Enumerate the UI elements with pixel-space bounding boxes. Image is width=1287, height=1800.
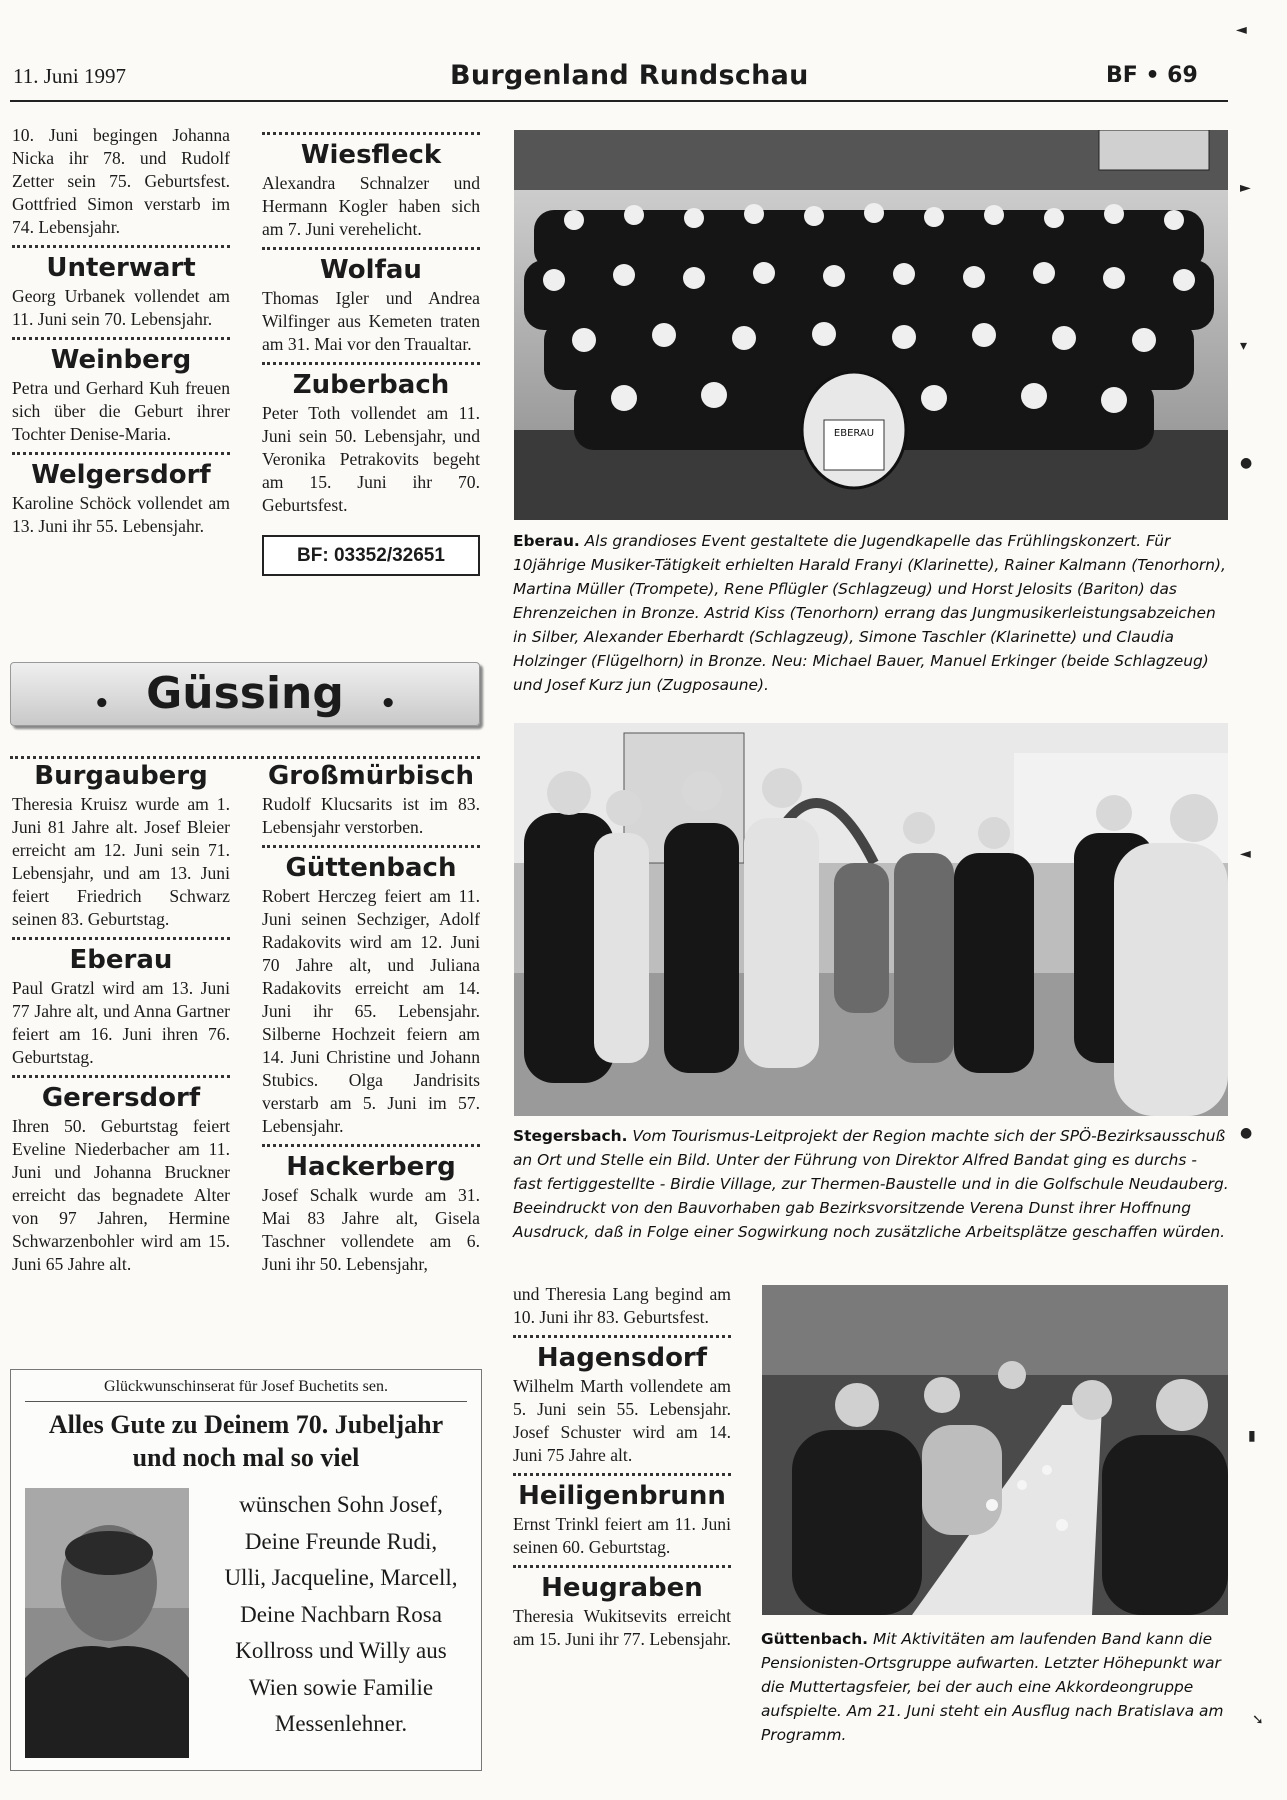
- news-item-text: Ihren 50. Geburtstag feiert Eveline Niederbacher am 11. Juni und Johanna Bruckner erreicht das begnadete Alter von 97 Jahren, Hermine Schwarzenbohler wird am 15. Juni 65 Jahre alt.: [12, 1116, 230, 1274]
- news-item-text: Rudolf Klucsarits ist im 83. Lebensjahr verstorben.: [262, 794, 480, 837]
- news-item-text: Karoline Schöck vollendet am 13. Juni ihr 55. Lebensjahr.: [12, 493, 230, 536]
- town-heading: Gerersdorf: [41, 1083, 201, 1113]
- congratulations-ad: [10, 1369, 482, 1771]
- band-photo-graphic: [514, 130, 1228, 520]
- scan-mark: ●: [1240, 455, 1253, 471]
- caption-eberau: [513, 529, 1229, 697]
- dotted-divider: [513, 1473, 731, 1476]
- town-heading: Großmürbisch: [267, 761, 475, 791]
- dotted-divider: [262, 1144, 480, 1147]
- dotted-divider: [513, 1565, 731, 1568]
- dotted-divider: [262, 362, 480, 365]
- news-item-text: und Theresia Lang begind am 10. Juni ihr 83. Geburtsfest.: [513, 1284, 731, 1327]
- ad-line: Deine Freunde Rudi,: [244, 1528, 438, 1554]
- photo-stegersbach-visit: [514, 723, 1228, 1116]
- dotted-divider: [12, 245, 230, 248]
- scan-mark: ●: [1240, 1125, 1253, 1141]
- ad-rule: [25, 1401, 467, 1402]
- caption-guettenbach: [761, 1627, 1229, 1747]
- news-item-text: Alexandra Schnalzer und Hermann Kogler haben sich am 7. Juni verehelicht.: [262, 173, 480, 239]
- column-3-bottom: [513, 1283, 731, 1651]
- town-heading: Wiesfleck: [300, 140, 442, 170]
- column-2-top: [262, 132, 480, 576]
- dotted-divider: [513, 1335, 731, 1338]
- header-rule: [10, 100, 1228, 102]
- guettenbach-photo-graphic: [762, 1285, 1228, 1615]
- caption-place: Güttenbach.: [761, 1630, 869, 1648]
- news-item-text: Georg Urbanek vollendet am 11. Juni sein 70. Lebensjahr.: [12, 286, 230, 329]
- section-title: Güssing: [146, 668, 344, 719]
- ad-headline: [11, 1408, 481, 1474]
- column-1-bottom: [12, 760, 230, 1276]
- scan-mark: ◄: [1240, 846, 1251, 862]
- ad-line: Deine Nachbarn Rosa: [240, 1601, 442, 1627]
- portrait-photo: [25, 1488, 189, 1758]
- caption-text: Vom Tourismus-Leitprojekt der Region machte sich der SPÖ-Bezirksausschuß an Ort und Stelle ein Bild. Unter der Führung von Direktor Alfred Bandat ging es durchs - fast fertiggestellte - Birdie Village, zur Thermen-Baustelle und in die Golfschule Neudauberg. Beeindruckt von den Bauvorhaben gab Bezirksvorsitzende Verena Dunst ihrer Hoffnung Ausdruck, daß in Folge einer Sogwirkung noch zusätzliche Arbeitsplätze geschaffen würden.: [513, 1127, 1229, 1241]
- news-item-text: Theresia Kruisz wurde am 1. Juni 81 Jahre alt. Josef Bleier erreicht am 12. Juni sein 71. Lebensjahr, und am 13. Juni feiert Friedrich Schwarz seinen 83. Geburtstag.: [12, 794, 230, 929]
- dotted-divider: [262, 132, 480, 135]
- ad-headline-line-2: und noch mal so viel: [132, 1443, 360, 1472]
- news-item-text: Robert Herczeg feiert am 11. Juni seinen Sechziger, Adolf Radakovits wird am 12. Juni 70 Jahre alt, und Juliana Radakovits erreicht am 14. Juni ihr 65. Lebensjahr. Silberne Hochzeit feiern am 14. Juni Christine und Johann Stubics. Olga Jandrisits verstarb am 5. Juni im 57. Lebensjahr.: [262, 886, 480, 1136]
- town-heading: Welgersdorf: [31, 460, 211, 490]
- dotted-divider: [262, 845, 480, 848]
- scan-mark: ◄: [1236, 22, 1247, 38]
- stegersbach-photo-graphic: [514, 723, 1228, 1116]
- dotted-divider: [262, 247, 480, 250]
- news-item-text: Wilhelm Marth vollendete am 5. Juni sein 55. Lebensjahr. Josef Schuster wird am 14. Juni 75 Jahre alt.: [513, 1376, 731, 1465]
- dotted-divider: [12, 452, 230, 455]
- dotted-divider: [12, 1075, 230, 1078]
- ad-line: Wien sowie Familie: [248, 1674, 434, 1700]
- news-item-text: Paul Gratzl wird am 13. Juni 77 Jahre alt, und Anna Gartner feiert am 16. Juni ihren 76. Geburtstag.: [12, 978, 230, 1067]
- scan-mark: ➘: [1252, 1712, 1264, 1728]
- section-banner: [10, 662, 480, 726]
- section-rule: [10, 756, 480, 759]
- news-item-text: Peter Toth vollendet am 11. Juni sein 50. Lebensjahr, und Veronika Petrakovits begeht am 15. Juni ihr 70. Geburtsfest.: [262, 403, 480, 515]
- caption-text: Als grandioses Event gestaltete die Jugendkapelle das Frühlingskonzert. Für 10jährige Musiker-Tätigkeit erhielten Harald Franyi (Klarinette), Rainer Kalmann (Tenorhorn), Martina Müller (Trompete), Rene Pflügler (Schlagzeug) und Horst Jelosits (Bariton) das Ehrenzeichen in Bronze. Astrid Kiss (Tenorhorn) errang das Jungmusikerleistungsabzeichen in Silber, Alexander Eberhardt (Schlagzeug), Simone Taschler (Klarinette) und Claudia Holzinger (Flügelhorn) in Bronze. Neu: Michael Bauer, Manuel Erkinger (beide Schlagzeug) und Josef Kurz jun (Zugposaune).: [513, 532, 1226, 694]
- news-item-text: Josef Schalk wurde am 31. Mai 83 Jahre alt, Gisela Taschner vollendete am 6. Juni ihr 50. Lebensjahr,: [262, 1185, 480, 1274]
- town-heading: Güttenbach: [285, 853, 457, 883]
- drum-label: EBERAU: [833, 428, 875, 439]
- town-heading: Hagensdorf: [536, 1343, 708, 1373]
- ad-line: Ulli, Jacqueline, Marcell,: [224, 1565, 458, 1590]
- ad-kicker: Glückwunschinserat für Josef Buchetits sen.: [104, 1378, 388, 1395]
- phone-box: BF: 03352/32651: [262, 535, 480, 576]
- ad-line: wünschen Sohn Josef,: [239, 1492, 443, 1517]
- photo-eberau-band: [514, 130, 1228, 520]
- caption-place: Stegersbach.: [513, 1127, 628, 1145]
- scan-mark: ▮: [1248, 1428, 1256, 1444]
- town-heading: Wolfau: [320, 255, 422, 285]
- town-heading: Unterwart: [46, 253, 196, 283]
- news-item-text: Theresia Wukitsevits erreicht am 15. Juni ihr 77. Lebensjahr.: [513, 1606, 731, 1649]
- ad-line: Kollross und Willy aus: [235, 1638, 447, 1663]
- town-heading: Eberau: [69, 945, 173, 975]
- dotted-divider: [12, 937, 230, 940]
- caption-stegersbach: [513, 1124, 1229, 1244]
- news-item-text: Petra und Gerhard Kuh freuen sich über die Geburt ihrer Tochter Denise-Maria.: [12, 378, 230, 444]
- issue-date: 11. Juni 1997: [13, 64, 126, 88]
- portrait-graphic: [25, 1488, 189, 1758]
- banner-bullet-right: •: [379, 689, 397, 720]
- dotted-divider: [12, 337, 230, 340]
- newspaper-title: Burgenland Rundschau: [450, 60, 809, 91]
- town-heading: Heugraben: [541, 1573, 703, 1603]
- banner-bullet-left: •: [93, 689, 111, 720]
- town-heading: Zuberbach: [292, 370, 450, 400]
- caption-place: Eberau.: [513, 532, 580, 550]
- ad-headline-line-1: Alles Gute zu Deinem 70. Jubeljahr: [48, 1410, 444, 1439]
- town-heading: Burgauberg: [34, 761, 208, 791]
- news-item-text: Ernst Trinkl feiert am 11. Juni seinen 60. Geburtstag.: [513, 1514, 731, 1557]
- news-item-text: Thomas Igler und Andrea Wilfinger aus Kemeten traten am 31. Mai vor den Traualtar.: [262, 288, 480, 354]
- scan-mark: ►: [1240, 180, 1251, 196]
- photo-guettenbach-party: [762, 1285, 1228, 1615]
- caption-text: Mit Aktivitäten am laufenden Band kann die Pensionisten-Ortsgruppe aufwarten. Letzter Höhepunkt war die Muttertagsfeier, bei der auch eine Akkordeongruppe aufspielte. Am 21. Juni steht ein Ausflug nach Bratislava am Programm.: [761, 1630, 1224, 1744]
- column-2-bottom: [262, 760, 480, 1276]
- ad-message: [211, 1487, 471, 1743]
- town-heading: Heiligenbrunn: [518, 1481, 726, 1511]
- news-item-text: 10. Juni begingen Johanna Nicka ihr 78. und Rudolf Zetter sein 75. Geburtsfest. Gottfried Simon verstarb im 74. Lebensjahr.: [12, 125, 230, 237]
- town-heading: Hackerberg: [286, 1152, 456, 1182]
- ad-line: Messenlehner.: [274, 1711, 408, 1736]
- scan-mark: ▾: [1240, 338, 1248, 354]
- column-1-top: [12, 124, 230, 538]
- page-number: BF • 69: [1106, 63, 1198, 88]
- town-heading: Weinberg: [50, 345, 192, 375]
